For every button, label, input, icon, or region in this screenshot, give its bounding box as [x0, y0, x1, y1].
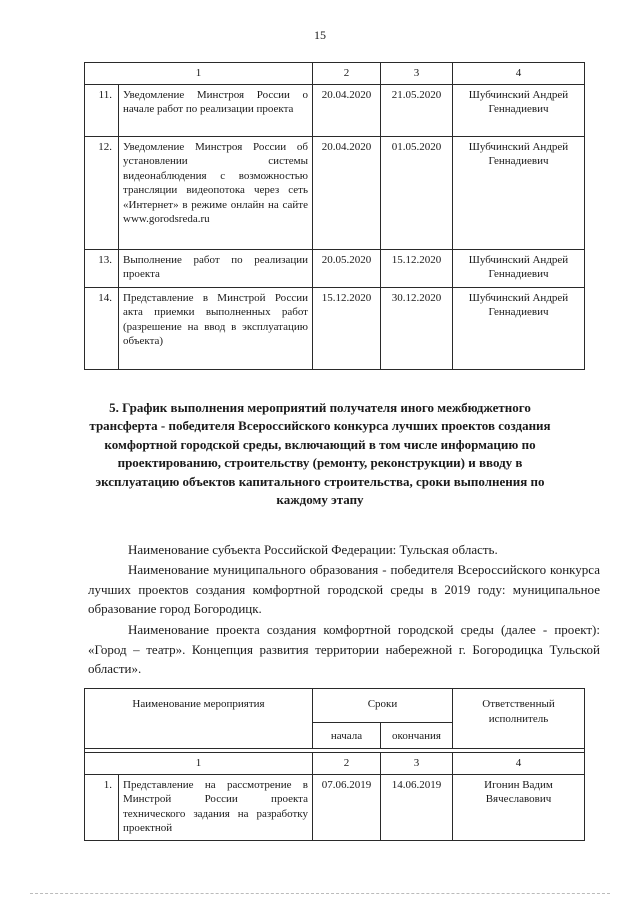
table-index-row [85, 753, 585, 775]
index-cell: 3 [381, 753, 453, 775]
responsible-person: Шубчинский Андрей Геннадиевич [453, 287, 585, 369]
index-cell: 1 [85, 63, 313, 85]
header-responsible: Ответственный исполнитель [453, 689, 585, 749]
event-name: Представление в Минстрой России акта приемки выполненных работ (разрешение на ввод в эксплуатацию объекта) [119, 287, 313, 369]
event-name: Представление на рассмотрение в Минстрой России проекта технического задания на разработку проектной [119, 774, 313, 840]
end-date: 15.12.2020 [381, 249, 453, 287]
index-cell: 1 [85, 753, 313, 775]
events-table-continued [84, 62, 585, 370]
project-paragraph: Наименование проекта создания комфортной городской среды (далее - проект): «Город – театр». Концепция развития территории набережной г. Богородицка Тульской области». [88, 622, 600, 676]
index-cell: 2 [313, 63, 381, 85]
table-row [85, 249, 585, 287]
start-date: 20.04.2020 [313, 136, 381, 249]
header-start: начала [313, 723, 381, 749]
start-date: 20.05.2020 [313, 249, 381, 287]
responsible-person: Шубчинский Андрей Геннадиевич [453, 84, 585, 136]
index-cell: 4 [453, 753, 585, 775]
header-event-name: Наименование мероприятия [85, 689, 313, 749]
responsible-person: Игонин Вадим Вячеславович [453, 774, 585, 840]
table-header-row [85, 689, 585, 723]
events-table [84, 688, 585, 841]
end-date: 30.12.2020 [381, 287, 453, 369]
start-date: 07.06.2019 [313, 774, 381, 840]
municipality-paragraph: Наименование муниципального образования - победителя Всероссийского конкурса лучших проектов создания комфортной городской среды в 2019 году: муниципальное образование город Богородицк. [88, 562, 600, 616]
header-end: окончания [381, 723, 453, 749]
row-number: 14. [85, 287, 119, 369]
index-cell: 3 [381, 63, 453, 85]
end-date: 14.06.2019 [381, 774, 453, 840]
header-terms: Сроки [313, 689, 453, 723]
page-number: 15 [314, 28, 326, 42]
start-date: 20.04.2020 [313, 84, 381, 136]
responsible-person: Шубчинский Андрей Геннадиевич [453, 136, 585, 249]
event-name: Уведомление Минстроя России о начале работ по реализации проекта [119, 84, 313, 136]
row-number: 13. [85, 249, 119, 287]
responsible-person: Шубчинский Андрей Геннадиевич [453, 249, 585, 287]
row-number: 1. [85, 774, 119, 840]
table-row [85, 84, 585, 136]
table-row [85, 774, 585, 840]
event-name: Выполнение работ по реализации проекта [119, 249, 313, 287]
table-index-row [85, 63, 585, 85]
index-cell: 2 [313, 753, 381, 775]
event-name: Уведомление Минстроя России об установлении системы видеонаблюдения с возможностью трансляции видеопотока через сеть «Интернет» в режиме онлайн на сайте www.gorodsreda.ru [119, 136, 313, 249]
index-cell: 4 [453, 63, 585, 85]
start-date: 15.12.2020 [313, 287, 381, 369]
subject-paragraph: Наименование субъекта Российской Федерации: Тульская область. [128, 542, 498, 557]
end-date: 21.05.2020 [381, 84, 453, 136]
scan-edge-line [30, 893, 610, 895]
row-number: 11. [85, 84, 119, 136]
section-heading: 5. График выполнения мероприятий получателя иного межбюджетного трансферта - победителя Всероссийского конкурса лучших проектов создания комфортной городской среды, включающий в том числе информацию по проектированию, строительству (ремонту, реконструкции) и вводу в эксплуатацию объектов капитального строительства, сроки выполнения по каждому этапу [89, 400, 551, 508]
table-row [85, 136, 585, 249]
table-row [85, 287, 585, 369]
row-number: 12. [85, 136, 119, 249]
end-date: 01.05.2020 [381, 136, 453, 249]
